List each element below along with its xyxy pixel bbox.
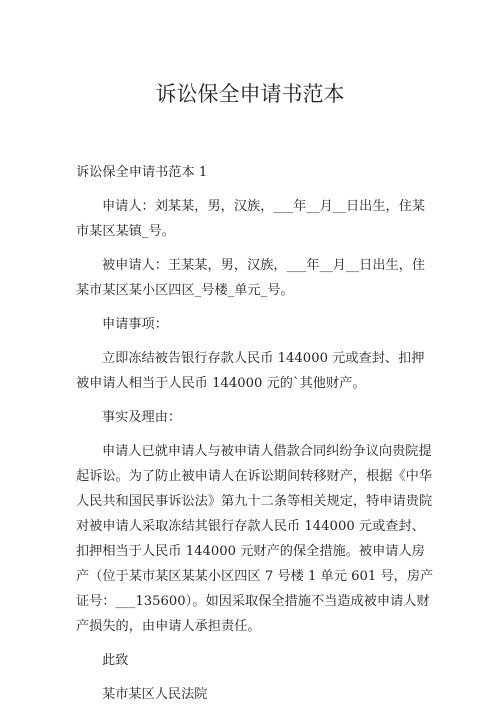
subtitle-paragraph: 诉讼保全申请书范本 1 [76, 165, 208, 180]
facts-heading: 事实及理由： [102, 410, 182, 425]
respondent-paragraph: 被申请人：王某某，男，汉族，___年__月__日出生，住某市某区某小区四区_号楼_单元_号。 [76, 258, 426, 298]
document-title: 诉讼保全申请书范本 [155, 82, 345, 106]
court-name: 某市某区人民法院 [102, 687, 208, 702]
request-heading: 申请事项： [102, 317, 168, 332]
document-body [76, 160, 434, 716]
request-paragraph: 立即冻结被告银行存款人民币 144000 元或查封、扣押被申请人相当于人民币 144000 元的`其他财产。 [76, 351, 425, 391]
salutation: 此致 [102, 653, 129, 668]
applicant-paragraph: 申请人：刘某某，男，汉族，___年__月__日出生，住某市某区某镇_号。 [76, 199, 426, 239]
facts-paragraph: 申请人已就申请人与被申请人借款合同纠纷争议向贵院提起诉讼。为了防止被申请人在诉讼期间转移财产，根据《中华人民共和国民事诉讼法》第九十二条等相关规定，特申请贵院对被申请人采取冻结其银行存款人民币 144000 元或查封、扣押相当于人民币 144000 元财产的保全措施。被申请人房产（位于某市某区某某小区四区 7 号楼 1 单元 601 号，房产证号：___135600）。如因采取保全措施不当造成被申请人财产损失的，由申请人承担责任。 [76, 444, 434, 634]
